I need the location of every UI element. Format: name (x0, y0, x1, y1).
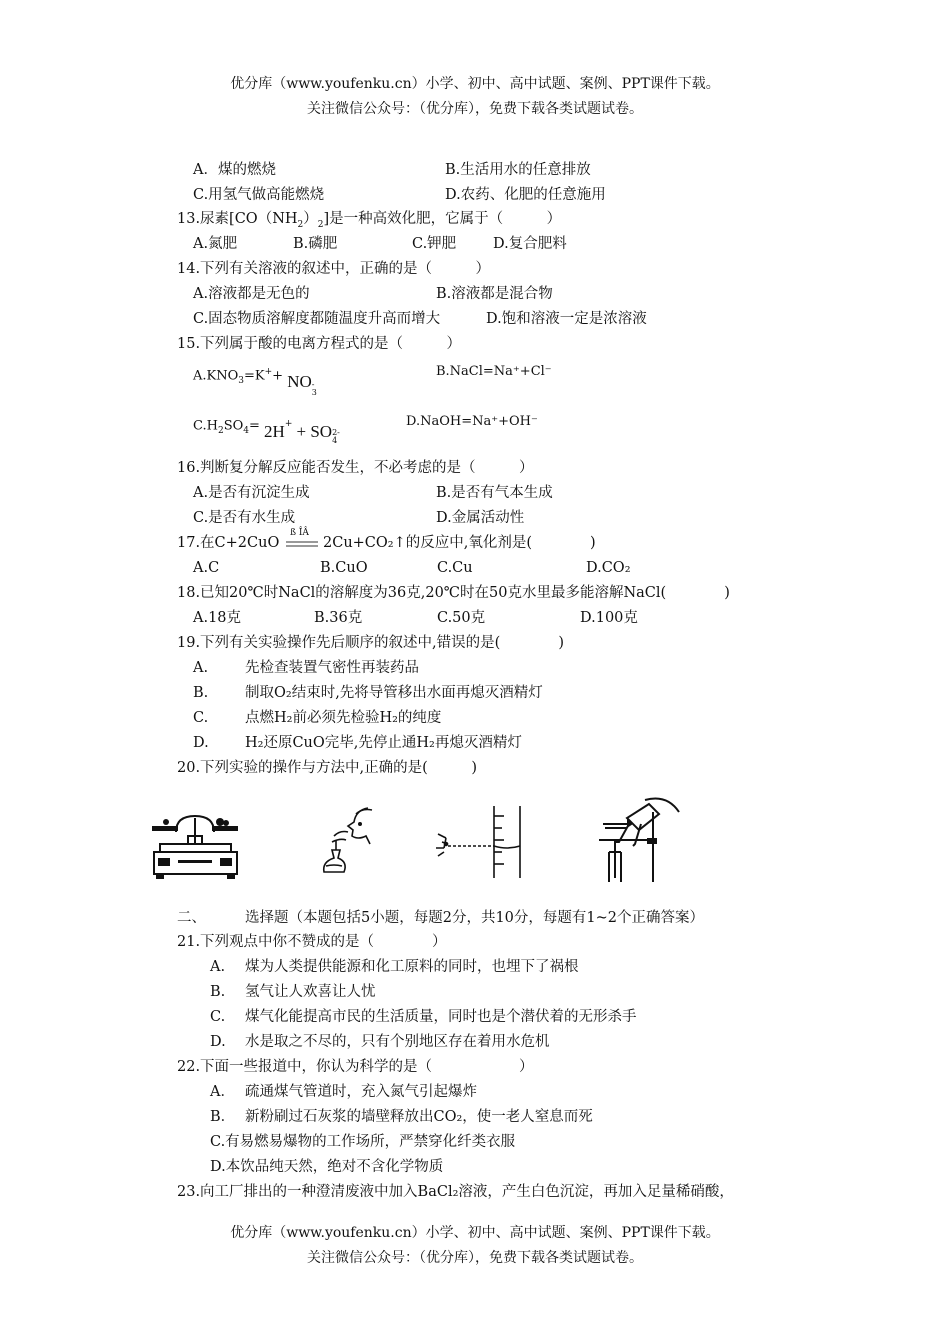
q23-stem: 23.向工厂排出的一种澄清废液中加入BaCl₂溶液，产生白色沉淀，再加入足量稀硝酸， (177, 1184, 734, 1200)
q22-option-b: 新粉刷过石灰浆的墙壁释放出CO₂，使一老人窒息而死 (245, 1109, 593, 1125)
q17-option-c: C.Cu (437, 560, 473, 576)
q22-option-a: 疏通煤气管道时，充入氮气引起爆炸 (245, 1084, 477, 1100)
q13-option-b: B.磷肥 (293, 236, 338, 252)
footer-line-2: 关注微信公众号：（优分库），免费下载各类试题试卷。 (307, 1250, 643, 1266)
q12-option-c: C.用氢气做高能燃烧 (193, 187, 325, 203)
q19-label-c: C. (193, 710, 209, 726)
footer-line-1: 优分库（www.youfenku.cn）小学、初中、高中试题、案例、PPT课件下载。 (230, 1225, 720, 1241)
q15-option-d: D.NaOH=Na⁺+OH⁻ (406, 414, 538, 429)
q14-stem: 14.下列有关溶液的叙述中，正确的是（ ） (177, 261, 491, 277)
q21-option-a: 煤为人类提供能源和化工原料的同时，也埋下了祸根 (245, 959, 579, 975)
q17-option-a: A.C (193, 560, 220, 576)
q22-label-a: A． (210, 1084, 235, 1100)
q14-option-b: B.溶液都是混合物 (436, 286, 553, 302)
q16-stem: 16.判断复分解反应能否发生，不必考虑的是（ ） (177, 460, 534, 476)
q16-option-b: B.是否有气本生成 (436, 485, 553, 501)
q17-stem-post: 2Cu+CO₂↑的反应中,氧化剂是( ) (323, 535, 596, 551)
q15-option-b: B.NaCl=Na⁺+Cl⁻ (436, 364, 552, 379)
q22-option-c: C.有易燃易爆物的工作场所，严禁穿化纤类衣服 (210, 1134, 516, 1150)
header-line-2: 关注微信公众号：（优分库），免费下载各类试题试卷。 (307, 101, 643, 117)
q18-option-a: A.18克 (193, 610, 242, 626)
q21-label-c: C. (210, 1009, 226, 1025)
q14-option-d: D.饱和溶液一定是浓溶液 (486, 311, 647, 327)
q21-stem: 21.下列观点中你不赞成的是（ ） (177, 934, 447, 950)
q21-option-d: 水是取之不尽的，只有个别地区存在着用水危机 (245, 1034, 550, 1050)
q16-option-a: A.是否有沉淀生成 (193, 485, 310, 501)
q21-label-b: B. (210, 984, 226, 1000)
q19-stem: 19.下列有关实验操作先后顺序的叙述中,错误的是( ) (177, 635, 564, 651)
q12-option-a: A．煤的燃烧 (193, 162, 276, 178)
q18-stem: 18.已知20℃时NaCl的溶解度为36克,20℃时在50克水里最多能溶解NaCl( ) (177, 585, 730, 601)
section-2-title: 选择题（本题包括5小题，每题2分，共10分，每题有1~2个正确答案） (245, 910, 704, 926)
q13-stem: 13.尿素$[CO(NH_2)_2]$是一种高效化肥，它属于（ ） (177, 211, 562, 230)
q21-option-b: 氢气让人欢喜让人忧 (245, 984, 376, 1000)
q18-option-b: B.36克 (314, 610, 363, 626)
q17-option-b: B.CuO (320, 560, 368, 576)
q19-option-d: H₂还原CuO完毕,先停止通H₂再熄灭酒精灯 (245, 735, 522, 751)
q19-option-a: 先检查装置气密性再装药品 (245, 660, 419, 676)
q16-option-c: C.是否有水生成 (193, 510, 296, 526)
q15-option-a: $A.KNO_3=K^++$ NO - 3 (193, 367, 317, 398)
q19-label-a: A. (193, 660, 209, 676)
q22-stem: 22.下面一些报道中，你认为科学的是（ ） (177, 1059, 534, 1075)
q17-option-d: D.CO₂ (586, 560, 631, 576)
q14-option-c: C.固态物质溶解度都随温度升高而增大 (193, 311, 441, 327)
section-2-number: 二、 (177, 910, 206, 926)
q21-label-d: D. (210, 1034, 226, 1050)
q15-stem: 15.下列属于酸的电离方程式的是（ ） (177, 336, 462, 352)
q15-option-c: $C.H_2SO_4= 2H^+$ + SO 2- 4 (193, 418, 340, 446)
q17-stem-pre: 17.在C+2CuO (177, 535, 280, 551)
q19-option-c: 点燃H₂前必须先检验H₂的纯度 (245, 710, 442, 726)
q13-option-a: A.氮肥 (193, 236, 238, 252)
q12-option-b: B.生活用水的任意排放 (445, 162, 591, 178)
q18-option-c: C.50克 (437, 610, 486, 626)
q22-label-b: B． (210, 1109, 236, 1125)
q13-option-d: D.复合肥料 (493, 236, 567, 252)
q17-equal-sign (286, 540, 318, 550)
balance-scale-figure (148, 808, 243, 880)
q18-option-d: D.100克 (580, 610, 638, 626)
q19-label-b: B. (193, 685, 209, 701)
q21-option-c: 煤气化能提高市民的生活质量，同时也是个潜伏着的无形杀手 (245, 1009, 637, 1025)
smelling-gas-figure (310, 800, 385, 880)
q12-option-d: D.农药、化肥的任意施用 (445, 187, 606, 203)
reading-cylinder-figure (432, 804, 532, 880)
q17-condition: ß ÎÂ (290, 528, 309, 538)
q19-option-b: 制取O₂结束时,先将导管移出水面再熄灭酒精灯 (245, 685, 543, 701)
q20-stem: 20.下列实验的操作与方法中,正确的是( ) (177, 760, 477, 776)
q13-option-c: C.钾肥 (412, 236, 457, 252)
q14-option-a: A.溶液都是无色的 (193, 286, 310, 302)
filtration-figure (597, 794, 689, 886)
q21-label-a: A. (210, 959, 226, 975)
header-line-1: 优分库（www.youfenku.cn）小学、初中、高中试题、案例、PPT课件下载。 (230, 76, 720, 92)
q19-label-d: D. (193, 735, 209, 751)
q22-option-d: D.本饮品纯天然，绝对不含化学物质 (210, 1159, 444, 1175)
q16-option-d: D.金属活动性 (436, 510, 525, 526)
